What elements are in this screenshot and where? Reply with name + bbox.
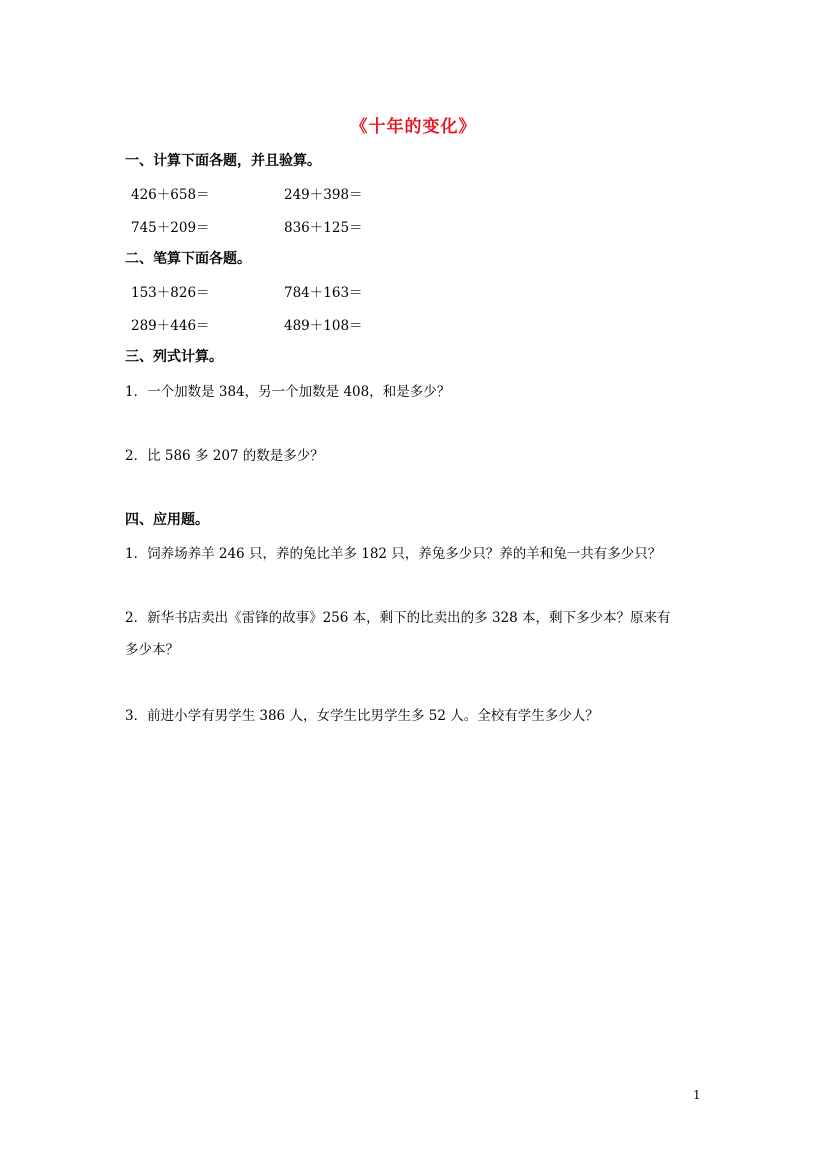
section-heading-1: 一、计算下面各题，并且验算。 — [125, 153, 321, 169]
question-item: 1．饲养场养羊 246 只，养的兔比羊多 182 只，养兔多少只？养的羊和兔一共有多少只？ — [125, 546, 662, 562]
question-item: 2．新华书店卖出《雷锋的故事》256 本，剩下的比卖出的多 328 本，剩下多少本？原来有 — [125, 610, 671, 626]
expression: 289＋446＝ — [131, 318, 210, 334]
expression: 489＋108＝ — [284, 318, 363, 334]
section-heading-4: 四、应用题。 — [125, 512, 209, 528]
page-number: 1 — [693, 1088, 701, 1102]
section-heading-3: 三、列式计算。 — [125, 349, 223, 365]
document-title: 《十年的变化》 — [350, 117, 477, 137]
expression: 426＋658＝ — [131, 187, 210, 203]
question-item: 3．前进小学有男学生 386 人，女学生比男学生多 52 人。全校有学生多少人？ — [125, 708, 599, 724]
expression: 836＋125＝ — [284, 220, 363, 236]
expression: 784＋163＝ — [284, 285, 363, 301]
question-item: 2．比 586 多 207 的数是多少？ — [125, 448, 324, 464]
expression: 153＋826＝ — [131, 285, 210, 301]
question-item: 1．一个加数是 384，另一个加数是 408，和是多少？ — [125, 384, 451, 400]
section-heading-2: 二、笔算下面各题。 — [125, 251, 251, 267]
expression: 249＋398＝ — [284, 187, 363, 203]
expression: 745＋209＝ — [131, 220, 210, 236]
question-item-continued: 多少本？ — [125, 642, 179, 658]
